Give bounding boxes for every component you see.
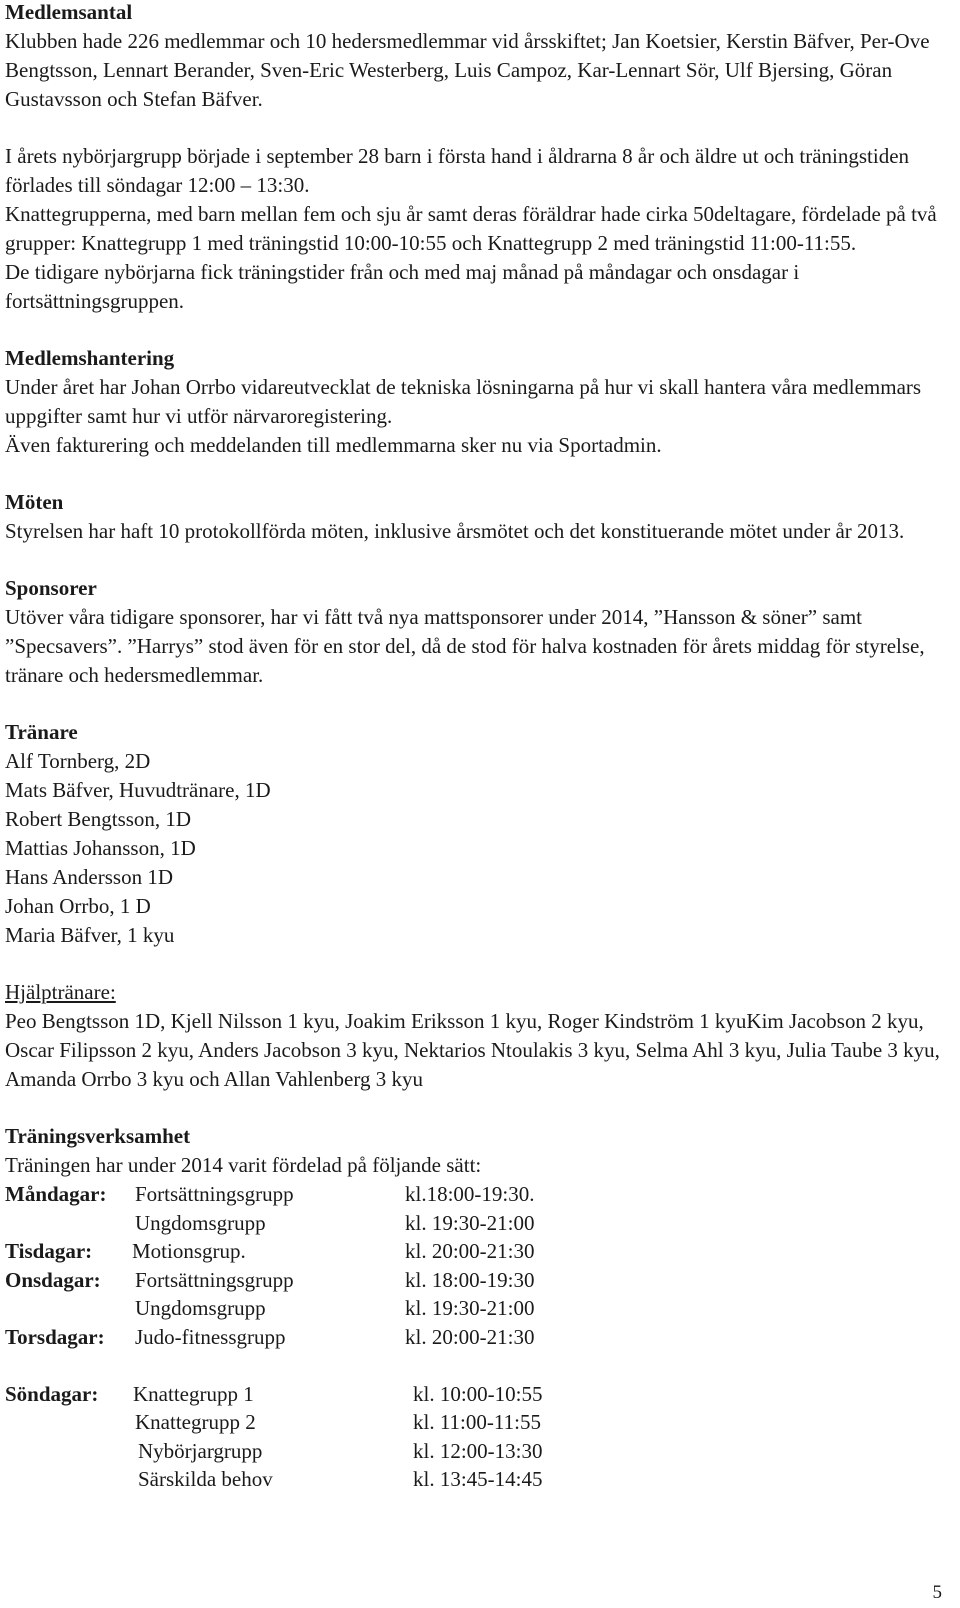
schedule-table xyxy=(5,1180,940,1352)
list-item: Maria Bäfver, 1 kyu xyxy=(5,923,175,947)
schedule-row xyxy=(5,1209,940,1238)
list-item: Alf Tornberg, 2D xyxy=(5,749,151,773)
schedule-row xyxy=(5,1180,940,1209)
schedule-group: Fortsättningsgrupp xyxy=(135,1182,294,1206)
schedule-time: kl. 10:00-10:55 xyxy=(413,1381,543,1406)
schedule-group: Judo-fitnessgrupp xyxy=(135,1324,286,1349)
schedule-row xyxy=(5,1380,940,1409)
schedule-group: Fortsättningsgrupp xyxy=(135,1267,294,1292)
schedule-time: kl. 11:00-11:55 xyxy=(413,1410,541,1435)
schedule-group: Knattegrupp 1 xyxy=(133,1381,254,1406)
list-item: Mattias Johansson, 1D xyxy=(5,836,196,860)
paragraph: Peo Bengtsson 1D, Kjell Nilsson 1 kyu, Joakim Eriksson 1 kyu, Roger Kindström 1 kyuKim Jacobson 2 kyu, Oscar Filipsson 2 kyu, Anders Jacobson 3 kyu, Nektarios Ntoulakis 3 kyu, Selma Ahl 3 kyu, Julia Taube 3 kyu, Amanda Orrbo 3 kyu och Allan Vahlenberg 3 kyu xyxy=(5,1009,940,1091)
heading-sponsorer: Sponsorer xyxy=(5,576,97,600)
list-item: Mats Bäfver, Huvudtränare, 1D xyxy=(5,778,271,802)
schedule-day: Söndagar: xyxy=(5,1381,99,1406)
schedule-day: Måndagar: xyxy=(5,1182,107,1206)
paragraph: Styrelsen har haft 10 protokollförda möten, inklusive årsmötet och det konstituerande mötet under år 2013. xyxy=(5,519,905,543)
heading-hjalptranare: Hjälptränare: xyxy=(5,980,116,1004)
schedule-row xyxy=(5,1237,940,1266)
list-item: Johan Orrbo, 1 D xyxy=(5,894,151,918)
schedule-group: Knattegrupp 2 xyxy=(135,1410,256,1435)
paragraph: De tidigare nybörjarna fick träningstider från och med maj månad på måndagar och onsdagar i fortsättningsgruppen. xyxy=(5,260,800,313)
schedule-time: kl.18:00-19:30. xyxy=(405,1182,535,1206)
schedule-row xyxy=(5,1465,940,1494)
heading-medlemsantal: Medlemsantal xyxy=(5,0,133,24)
schedule-row xyxy=(5,1437,940,1466)
heading-medlemshantering: Medlemshantering xyxy=(5,346,175,370)
paragraph: Träningen har under 2014 varit fördelad på följande sätt: xyxy=(5,1153,482,1177)
paragraph: Klubben hade 226 medlemmar och 10 hedersmedlemmar vid årsskiftet; Jan Koetsier, Kerstin Bäfver, Per-Ove Bengtsson, Lennart Berander, Sven-Eric Westerberg, Luis Campoz, Kar-Lennart Sör, Ulf Bjersing, Göran Gustavsson och Stefan Bäfver. xyxy=(5,29,930,111)
schedule-row xyxy=(5,1294,940,1323)
heading-moten: Möten xyxy=(5,490,64,514)
schedule-group: Ungdomsgrupp xyxy=(135,1296,266,1321)
schedule-row xyxy=(5,1323,940,1352)
list-item: Robert Bengtsson, 1D xyxy=(5,807,192,831)
heading-traningsverksamhet: Träningsverksamhet xyxy=(5,1124,191,1148)
schedule-time: kl. 19:30-21:00 xyxy=(405,1296,535,1321)
schedule-time: kl. 12:00-13:30 xyxy=(413,1438,543,1463)
schedule-day: Torsdagar: xyxy=(5,1324,105,1349)
schedule-time: kl. 20:00-21:30 xyxy=(405,1324,535,1349)
heading-tranare: Tränare xyxy=(5,720,78,744)
schedule-group: Särskilda behov xyxy=(138,1467,273,1492)
page-number: 5 xyxy=(932,1582,942,1603)
schedule-group: Ungdomsgrupp xyxy=(135,1210,266,1235)
schedule-row xyxy=(5,1408,940,1437)
schedule-group: Nybörjargrupp xyxy=(138,1438,263,1463)
paragraph: Knattegrupperna, med barn mellan fem och sju år samt deras föräldrar hade cirka 50deltagare, fördelade på två grupper: Knattegrupp 1 med träningstid 10:00-10:55 och Knattegrupp 2 med träningstid 11:00-11:55. xyxy=(5,202,937,255)
paragraph: Under året har Johan Orrbo vidareutvecklat de tekniska lösningarna på hur vi skall hantera våra medlemmars uppgifter samt hur vi utför närvaroregistering. xyxy=(5,375,922,428)
paragraph: I årets nybörjargrupp började i september 28 barn i första hand i åldrarna 8 år och äldre ut och träningstiden förlades till söndagar 12:00 – 13:30. xyxy=(5,144,910,197)
paragraph: Även fakturering och meddelanden till medlemmarna sker nu via Sportadmin. xyxy=(5,433,662,457)
schedule-time: kl. 20:00-21:30 xyxy=(405,1239,535,1264)
trainer-list xyxy=(5,747,940,950)
schedule-group: Motionsgrup. xyxy=(132,1239,246,1264)
schedule-time: kl. 13:45-14:45 xyxy=(413,1467,543,1492)
schedule-day: Tisdagar: xyxy=(5,1239,93,1264)
schedule-row xyxy=(5,1266,940,1295)
schedule-time: kl. 19:30-21:00 xyxy=(405,1210,535,1235)
schedule-day: Onsdagar: xyxy=(5,1267,101,1292)
sunday-schedule-table xyxy=(5,1380,940,1494)
list-item: Hans Andersson 1D xyxy=(5,865,173,889)
paragraph: Utöver våra tidigare sponsorer, har vi fått två nya mattsponsorer under 2014, ”Hansson & söner” samt ”Specsavers”. ”Harrys” stod även för en stor del, då de stod för halva kostnaden för årets middag för styrelse, tränare och hedersmedlemmar. xyxy=(5,605,925,687)
document-page xyxy=(5,0,940,1494)
schedule-time: kl. 18:00-19:30 xyxy=(405,1267,535,1292)
